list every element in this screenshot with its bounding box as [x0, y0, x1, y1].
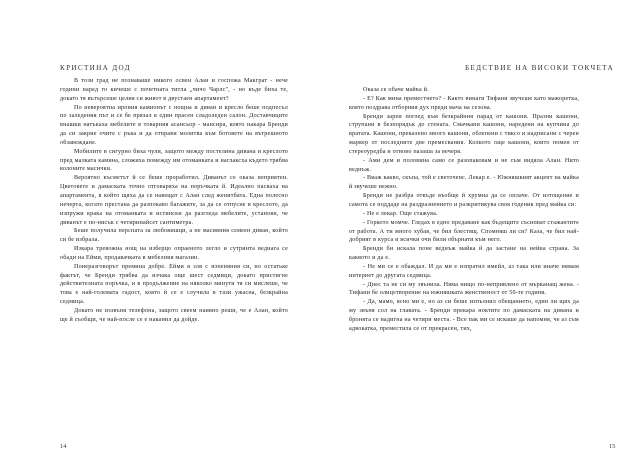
- paragraph: Бренди би искала поне веднъж майка й да застане на нейна страна. За каквото и да е.: [349, 246, 579, 262]
- left-page-body: [60, 77, 288, 325]
- page-number-left: 14: [60, 443, 67, 450]
- paragraph: Оказа се обаче майка й.: [363, 87, 429, 93]
- paragraph: По невероятна ирония камионът с нощна и диван и кресло беше подпесъл по заледения път и се бе прязал в един прасен сладоледен салон. Доставчиците внашки натъкаха мебелите в товарния асансьор - мансира, която накара Бренди да си закрие очите с ръка и да отправи молитва към ботовете на вътрешното обзавеждане.: [60, 104, 288, 146]
- paragraph: - Вваж какво, скъпа, той е светоченс. Лекар е. - Южняшкият акцент на майка й звучеше нежно.: [349, 175, 579, 191]
- running-head-author: КРИСТИНА ДОД: [60, 64, 131, 72]
- running-head-title: БЕДСТВИЕ НА ВИСОКИ ТОКЧЕТА: [465, 64, 614, 72]
- paragraph: - Е? Как мина преместнето? - Както винаги Тифани звучеше като мажоретка, която поздрава отборния дух преди мача на сезона.: [349, 95, 579, 111]
- paragraph: Мобилите в сигурно биха чули, защото между постелина диванa и креслото пред малката камина, сложиха помежду им отоманката и наглаксха където трябва колоните масички.: [60, 148, 288, 173]
- right-page-body: [349, 86, 579, 334]
- paragraph: Беше получила перспата за любовишци, а не масивния семеен диван, който си бе избрала.: [60, 228, 288, 244]
- paragraph: - Ами дем и половина само се разопаковам и не съм видяла Алан. Нито веднъж.: [349, 157, 579, 173]
- paragraph: Изкара тревожна нощ на изберцо опраеното легло и сутринта веднага се обади на Ейми, продавачката в мебелния магазин.: [60, 246, 288, 261]
- paragraph: - Днес та не си му звънила. Няма нищо по-непривлено от мърканащ жена. - Тифани бе олицетворение на южняшката женственост от 50-те години.: [349, 281, 579, 297]
- page-number-right: 15: [609, 443, 616, 450]
- paragraph: - Не ми се е обаждал. И да ми е изпратил имейл, аз така или иначе нямам интернет до другата седмица.: [349, 263, 579, 279]
- paragraph: Бренди не разбра откъде въобще й хрумна да се оплаче. От изтощение и самота се поддаде на раздразнението и разкритикува своя годеник пред майка си:: [349, 193, 579, 208]
- paragraph: - Да, мамо, ясно ми е, но аз си беше изпълнил обещанието, един ли щях да му звъня сол на главата. - Бренди прекара ноктите по дамаската на дивана и бронята се надигна на четири места. - Все пак ми се искаше да напомня, че аз съм адвокатка, преместила се от прекрасен, тих,: [349, 299, 579, 332]
- paragraph: Бренди зареи поглед към безкрайния парад от кашони. Празни кашони, струпани в безпорядък до стената. Смачкани кашони, наредени на купчина до вратата. Кашони, прекалено много кашони, облепени с тиксо и надписани с черен маркер от последните две премесвания. Колкото още кашони, които помен от стереоуредба и отново пазаша за вечеря.: [349, 113, 579, 155]
- paragraph: Понеразговорът премина добре. Ейми я зля с изпеняния си, но остатьке фактът, че Бренди трябва да изчака още шест седмици, докато пристигне действителната поръчка, и в продължение на няколко минути тя си мислеше, че това е най-големата гадост, която й се е случила в тази ужасна, безкрайна седмица.: [60, 263, 288, 306]
- right-page: [319, 0, 638, 465]
- paragraph: - Горкото момче. Гледах в едно предаване как бъдещите съсипват стажантите от работа. А ти много хубав, че бил блестящ. Спомняш ли си? Каза, че бил най-добрият в курса и всички очи били обърнати към него.: [349, 219, 579, 244]
- paragraph: - Не е лекар. Още стажува.: [363, 210, 438, 217]
- paragraph: Докато не иззвъня телефона, защото свеем наивно реши, че е Алан, който ще й съобщи, че най-после се е наканил да дойде.: [60, 307, 288, 323]
- paragraph: В този град не познаваше никого освен Алан и госпожа Макграт - нече години наред го кичеше с почетната титла „чичо Чарлс", - но къде биха те, докато тя вътърсеше целия си живот в двустаен апартамент?: [60, 78, 288, 102]
- paragraph: Вероятно късметът й се беше проработил. Диванът се оказа неприятен. Цветовете и дамаската точно отговаряха на поръчката й. Идеално пасваха на апартамента, в който щяха да се навещат с Алан след женитбата. Една полесно нечерта, когато престана да разпокаво багажите, за да се отпусне в креслото, да изпружи крака на отоманката и истински да разгледа мебелите, установи, че диванът е по-нисък с четиринайсет сантиметра.: [60, 175, 288, 226]
